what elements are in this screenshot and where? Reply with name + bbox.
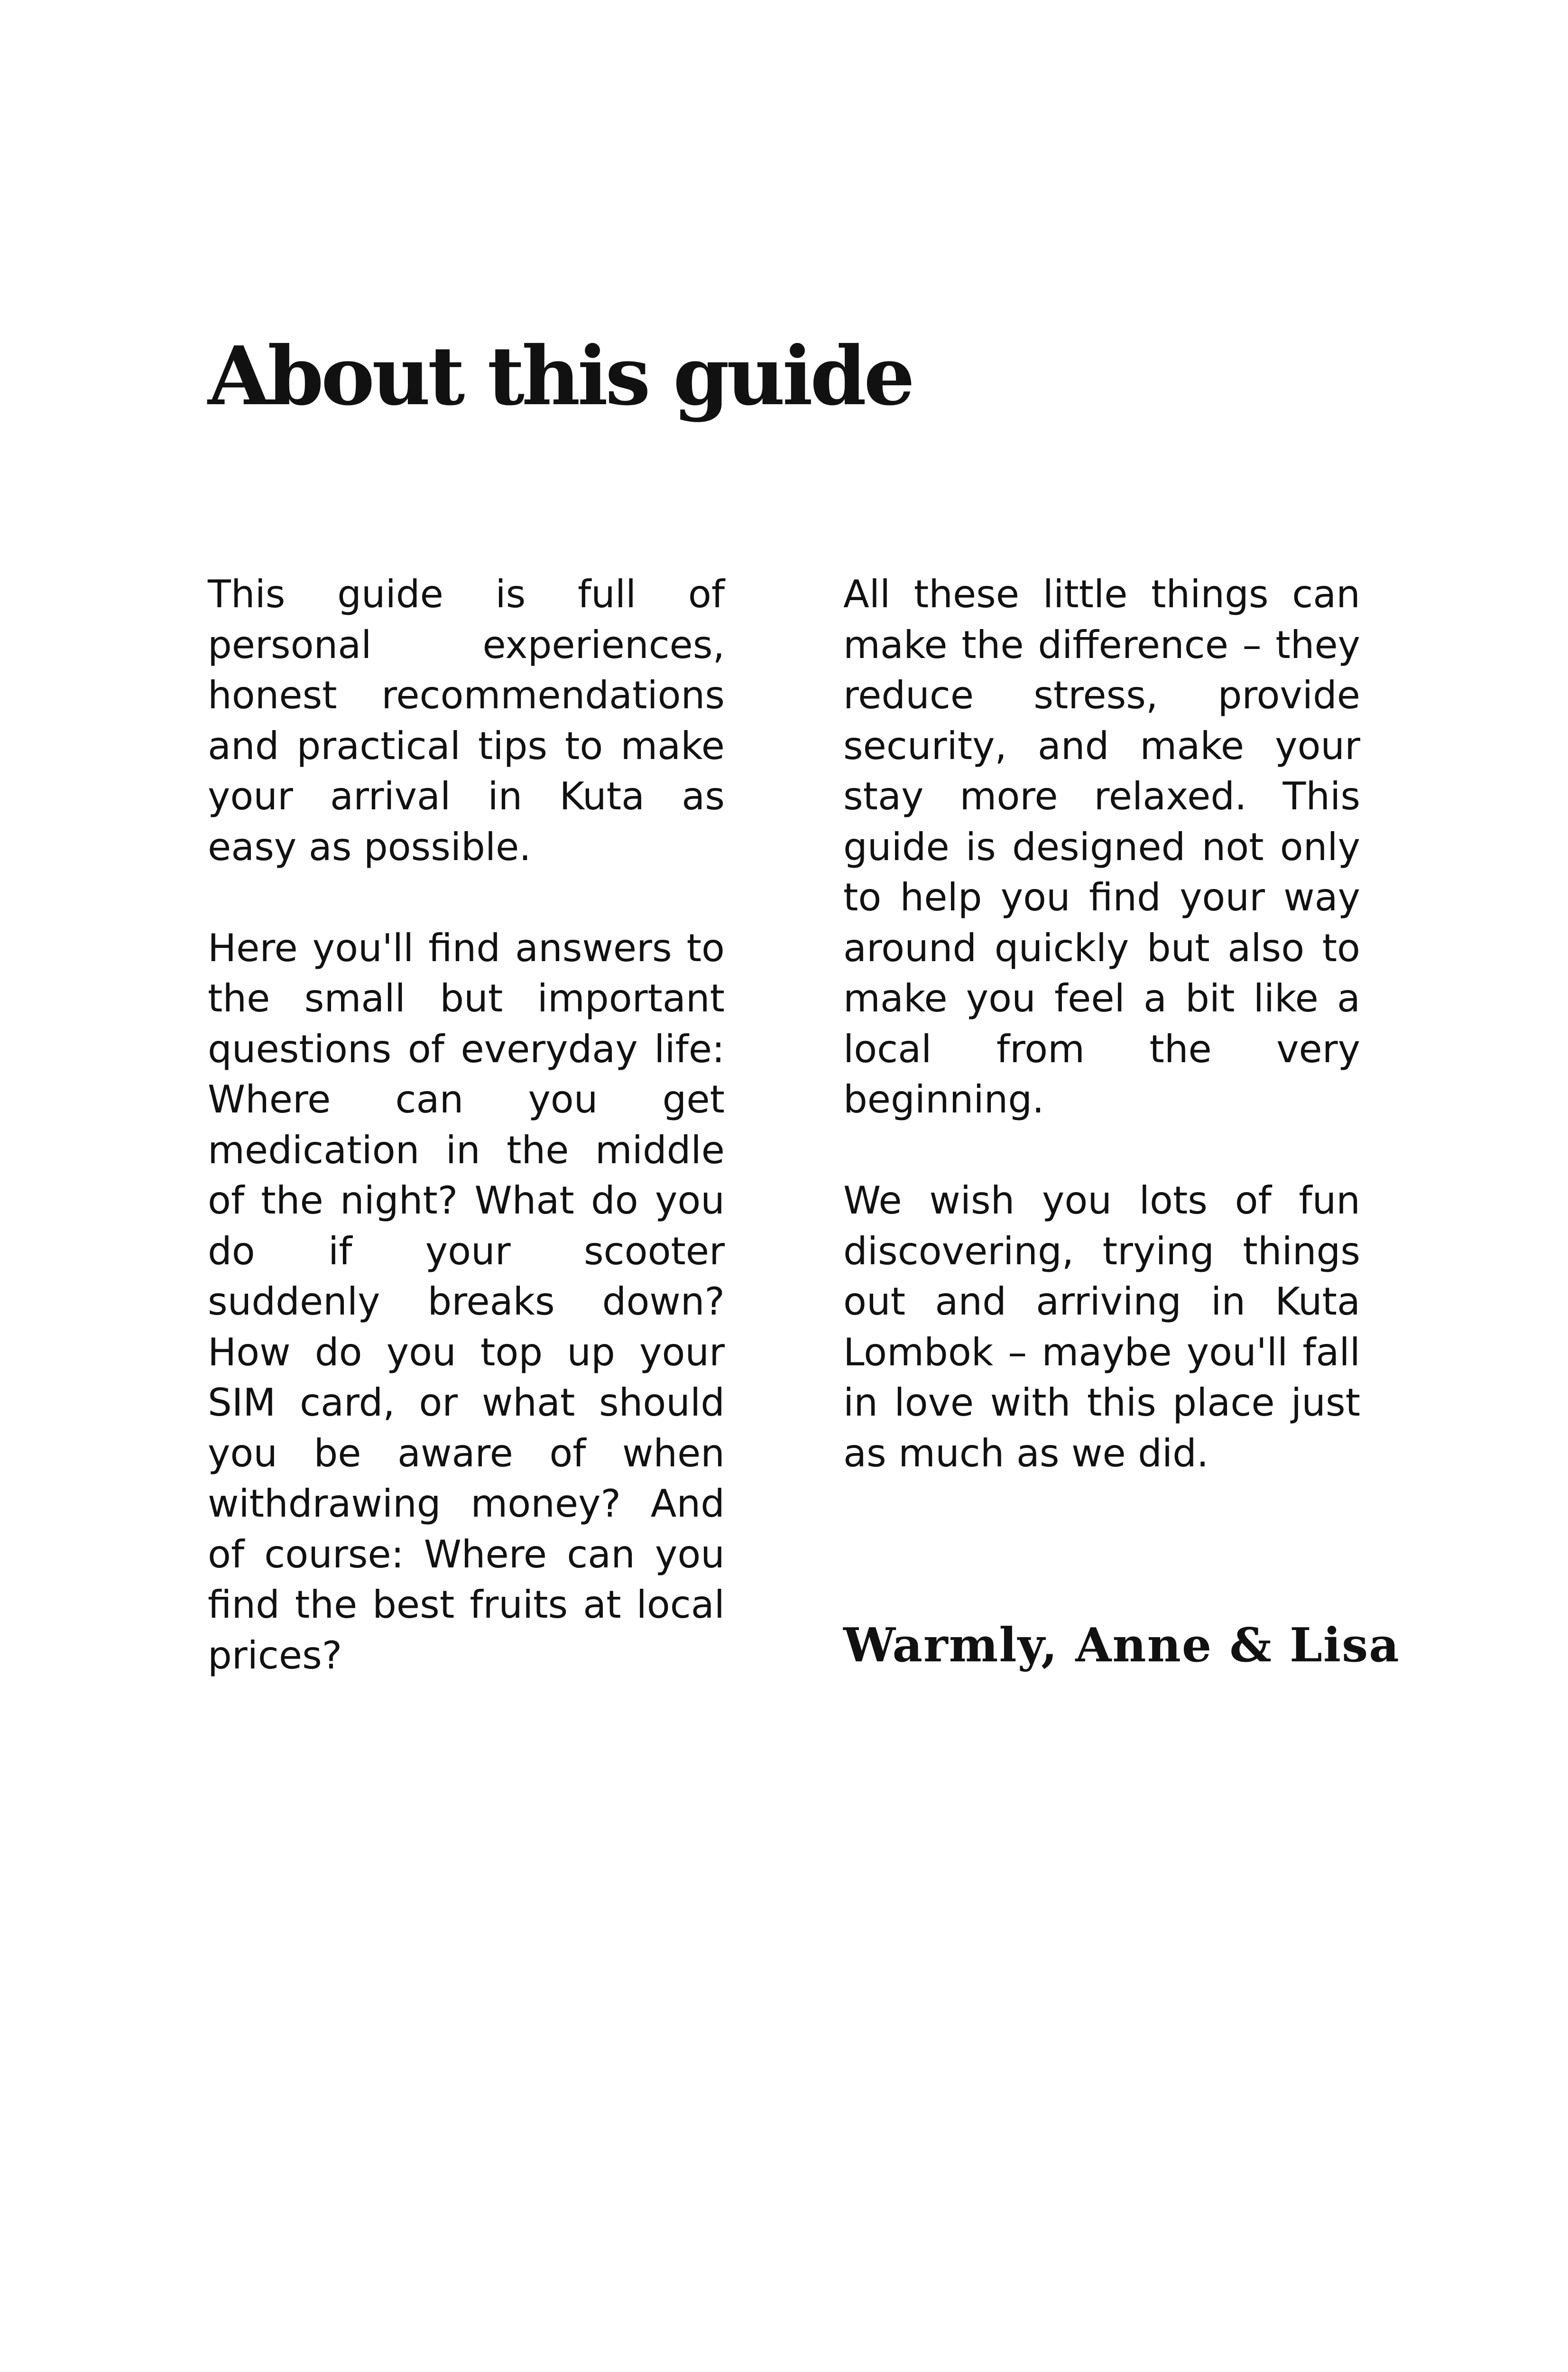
- wishes-paragraph: We wish you lots of fun discovering, trying things out and arriving in Kuta Lombok – maybe you'll fall in love with this place just as much as we did.: [843, 1178, 1360, 1475]
- purpose-paragraph: All these little things can make the difference – they reduce stress, provide security, and make your stay more relaxed. This guide is designed not only to help you find your way around quickly but also to make you feel a bit like a local from the very beginning.: [843, 572, 1360, 1121]
- questions-paragraph: Here you'll find answers to the small but important questions of everyday life: Where can you get medication in the middle of the night? What do you do if your scooter suddenly breaks down? How do you top up your SIM card, or what should you be aware of when withdrawing money? And of course: Where can you find the best fruits at local prices?: [208, 926, 725, 1677]
- left-text-column: [208, 569, 725, 1732]
- page-title: About this guide: [208, 329, 913, 424]
- right-text-column: [843, 569, 1360, 1529]
- intro-paragraph: This guide is full of personal experiences, honest recommendations and practical tips to make your arrival in Kuta as easy as possible.: [208, 572, 725, 869]
- signature: Warmly, Anne & Lisa: [843, 1618, 1400, 1673]
